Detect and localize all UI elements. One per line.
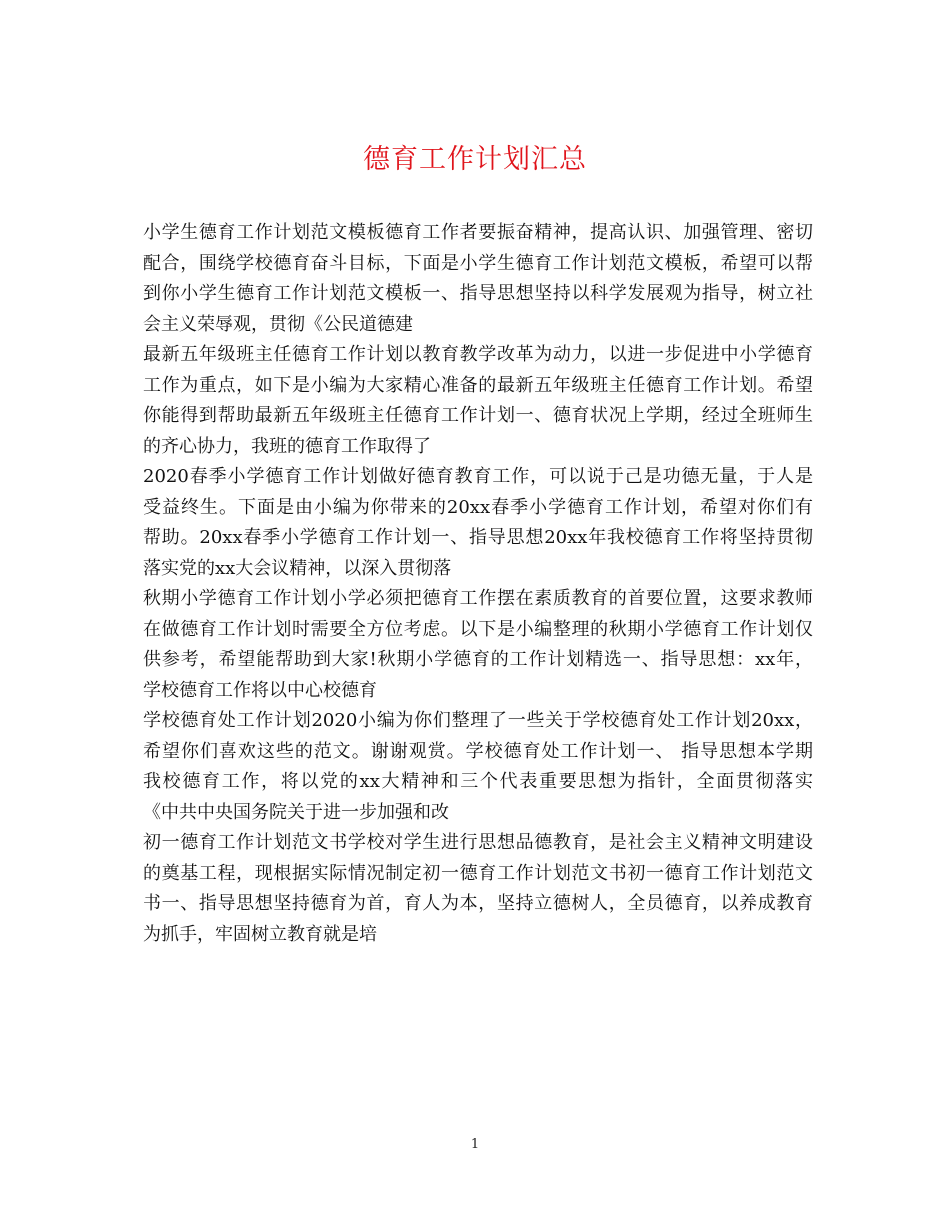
document-title: 德育工作计划汇总 bbox=[363, 144, 587, 175]
paragraph-line: 你能得到帮助最新五年级班主任德育工作计划一、德育状况上学期，经过全班师生 bbox=[143, 405, 813, 427]
paragraph-1 bbox=[143, 218, 813, 340]
paragraph-line: 学校德育工作将以中心校德育 bbox=[143, 679, 377, 701]
paragraph-line: 供参考，希望能帮助到大家!秋期小学德育的工作计划精选一、指导思想：xx年， bbox=[143, 649, 813, 671]
paragraph-5 bbox=[143, 706, 813, 828]
paragraph-line: 《中共中央国务院关于进一步加强和改 bbox=[143, 801, 449, 823]
paragraph-line: 初一德育工作计划范文书学校对学生进行思想品德教育，是社会主义精神文明建设 bbox=[143, 832, 813, 853]
paragraph-3 bbox=[143, 462, 813, 584]
paragraph-line: 落实党的xx大会议精神，以深入贯彻落 bbox=[143, 557, 452, 579]
paragraph-line: 最新五年级班主任德育工作计划以教育教学改革为动力，以进一步促进中小学德育 bbox=[143, 344, 813, 365]
paragraph-line: 到你小学生德育工作计划范文模板一、指导思想坚持以科学发展观为指导，树立社 bbox=[143, 283, 813, 305]
paragraph-line: 希望你们喜欢这些的范文。谢谢观赏。学校德育处工作计划一、 指导思想本学期 bbox=[143, 740, 813, 762]
paragraph-6 bbox=[143, 828, 813, 950]
page-number: 1 bbox=[470, 1137, 480, 1152]
paragraph-line: 秋期小学德育工作计划小学必须把德育工作摆在素质教育的首要位置，这要求教师 bbox=[143, 588, 813, 609]
paragraph-line: 2020春季小学德育工作计划做好德育教育工作，可以说于己是功德无量，于人是 bbox=[143, 466, 813, 487]
paragraph-line: 工作为重点，如下是小编为大家精心准备的最新五年级班主任德育工作计划。希望 bbox=[143, 374, 813, 396]
paragraph-line: 受益终生。下面是由小编为你带来的20xx春季小学德育工作计划，希望对你们有 bbox=[143, 496, 813, 518]
paragraph-line: 学校德育处工作计划2020小编为你们整理了一些关于学校德育处工作计划20xx， bbox=[143, 710, 813, 731]
paragraph-2 bbox=[143, 340, 813, 462]
paragraph-line: 书一、指导思想坚持德育为首，育人为本，坚持立德树人，全员德育，以养成教育 bbox=[143, 893, 813, 915]
paragraph-line: 为抓手，牢固树立教育就是培 bbox=[143, 923, 377, 945]
paragraph-line: 配合，围绕学校德育奋斗目标，下面是小学生德育工作计划范文模板，希望可以帮 bbox=[143, 252, 813, 274]
paragraph-line: 小学生德育工作计划范文模板德育工作者要振奋精神，提高认识、加强管理、密切 bbox=[143, 222, 813, 243]
paragraph-line: 的齐心协力，我班的德育工作取得了 bbox=[143, 435, 431, 457]
paragraph-line: 我校德育工作，将以党的xx大精神和三个代表重要思想为指针，全面贯彻落实 bbox=[143, 771, 813, 793]
paragraph-line: 的奠基工程，现根据实际情况制定初一德育工作计划范文书初一德育工作计划范文 bbox=[143, 862, 813, 884]
paragraph-line: 帮助。20xx春季小学德育工作计划一、指导思想20xx年我校德育工作将坚持贯彻 bbox=[143, 527, 813, 549]
paragraph-line: 会主义荣辱观，贯彻《公民道德建 bbox=[143, 313, 413, 335]
paragraph-line: 在做德育工作计划时需要全方位考虑。以下是小编整理的秋期小学德育工作计划仅 bbox=[143, 618, 813, 640]
paragraph-4 bbox=[143, 584, 813, 706]
